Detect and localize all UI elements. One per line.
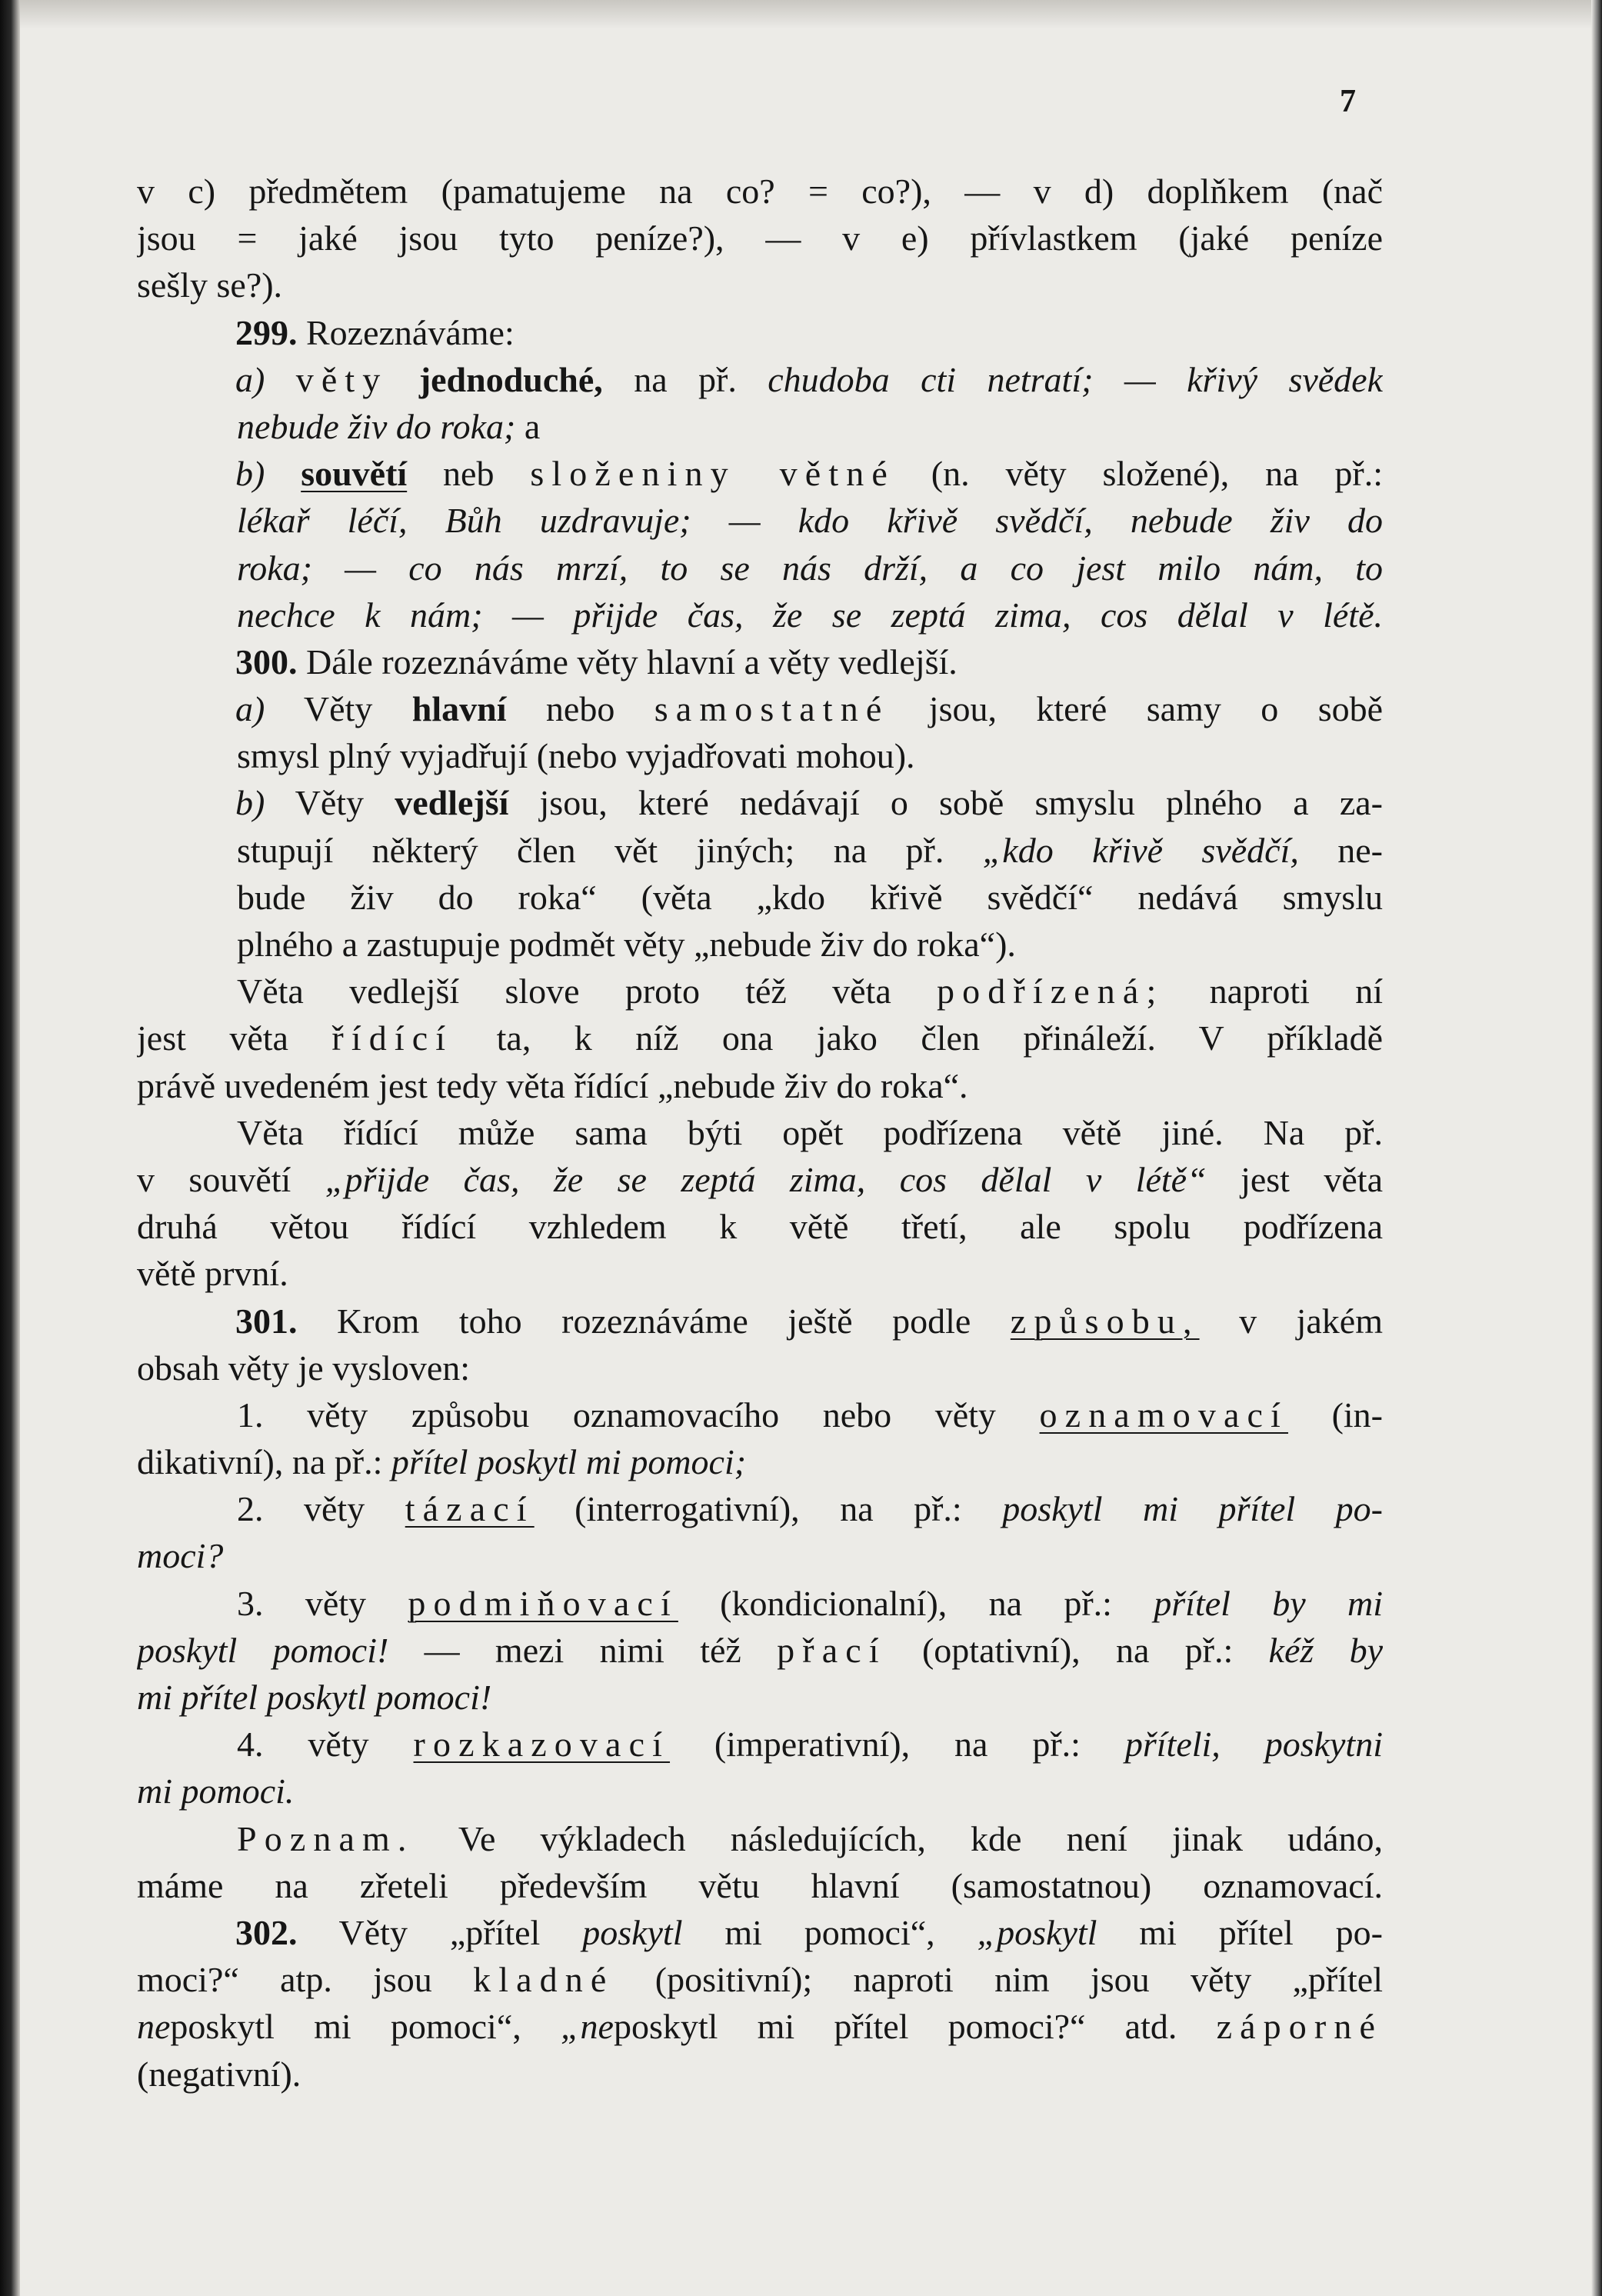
list-item-1: 1. věty způsobu oznamovacího nebo věty oznamovací (in-	[237, 1395, 1383, 1435]
text-line: roka; — co nás mrzí, to se nás drží, a co jest milo nám, to	[237, 548, 1383, 588]
text-line: smysl plný vyjadřují (nebo vyjadřovati mohou).	[237, 736, 915, 776]
list-item-a: a) Věty hlavní nebo samostatné jsou, které samy o sobě	[235, 689, 1383, 729]
text-line: moci?“ atp. jsou kladné (positivní); naproti nim jsou věty „přítel	[137, 1960, 1383, 2000]
list-item-4: 4. věty rozkazovací (imperativní), na př.: příteli, poskytni	[237, 1724, 1383, 1764]
book-spine-edge	[0, 0, 20, 2296]
list-label: b)	[235, 783, 265, 823]
list-item-b: b) souvětí neb složeniny větné (n. věty složené), na př.:	[235, 454, 1383, 494]
text-line: neposkytl mi pomoci“, „neposkytl mi přítel pomoci?“ atd. záporné	[137, 2007, 1383, 2047]
section-number: 301.	[235, 1301, 298, 1341]
list-label: a)	[235, 359, 265, 399]
section-heading-299: 299. Rozeznáváme:	[235, 312, 515, 352]
list-item-3: 3. věty podmiňovací (kondicionalní), na př.: přítel by mi	[237, 1583, 1383, 1623]
section-heading-302: 302. Věty „přítel poskytl mi pomoci“, „poskytl mi přítel po-	[235, 1912, 1383, 1952]
list-label: b)	[235, 454, 265, 494]
text-line: bude živ do roka“ (věta „kdo křivě svědčí“ nedává smyslu	[237, 877, 1383, 917]
section-heading-300: 300. Dále rozeznáváme věty hlavní a věty vedlejší.	[235, 641, 958, 681]
page-top-shadow	[20, 0, 1591, 29]
text-line: sešly se?).	[137, 265, 283, 305]
text-line: nebude živ do roka; a	[237, 406, 541, 446]
text-line: nechce k nám; — přijde čas, že se zeptá zima, cos dělal v létě.	[237, 595, 1383, 635]
text-line: právě uvedeném jest tedy věta řídící „nebude živ do roka“.	[137, 1065, 968, 1105]
text-line: plného a zastupuje podmět věty „nebude živ do roka“).	[237, 925, 1016, 964]
section-number: 300.	[235, 641, 298, 681]
list-label: a)	[235, 689, 265, 729]
text-line: Věta vedlejší slove proto též věta podřízená; naproti ní	[237, 971, 1383, 1011]
text-line: lékař léčí, Bůh uzdravuje; — kdo křivě svědčí, nebude živ do	[237, 501, 1383, 541]
text-line: druhá větou řídící vzhledem k větě třetí, ale spolu podřízena	[137, 1207, 1383, 1247]
text-line: obsah věty je vysloven:	[137, 1348, 471, 1388]
text-line: moci?	[137, 1536, 224, 1576]
section-heading-301: 301. Krom toho rozeznáváme ještě podle způsobu, v jakém	[235, 1301, 1383, 1341]
page-right-edge	[1591, 0, 1602, 2296]
text-line: Věta řídící může sama býti opět podřízena větě jiné. Na př.	[237, 1112, 1383, 1152]
text-line: stupují některý člen vět jiných; na př. „kdo křivě svědčí, ne-	[237, 830, 1383, 870]
section-number: 302.	[235, 1912, 298, 1952]
section-number: 299.	[235, 312, 298, 352]
list-item-2: 2. věty tázací (interrogativní), na př.: poskytl mi přítel po-	[237, 1489, 1383, 1529]
list-item-a: a) věty jednoduché, na př. chudoba cti netratí; — křivý svědek	[235, 359, 1383, 399]
text-line: v souvětí „přijde čas, že se zeptá zima, cos dělal v létě“ jest věta	[137, 1159, 1383, 1199]
page-body	[137, 168, 1383, 2098]
text-line: dikativní), na př.: přítel poskytl mi pomoci;	[137, 1442, 747, 1482]
note: Poznam. Ve výkladech následujících, kde není jinak udáno,	[237, 1818, 1383, 1858]
text-line: máme na zřeteli především větu hlavní (samostatnou) oznamovací.	[137, 1865, 1383, 1905]
text-line: mi přítel poskytl pomoci!	[137, 1678, 492, 1717]
text-line: poskytl pomoci! — mezi nimi též přací (optativní), na př.: kéž by	[137, 1630, 1383, 1670]
list-item-b: b) Věty vedlejší jsou, které nedávají o sobě smyslu plného a za-	[235, 783, 1383, 823]
text-line: větě první.	[137, 1254, 288, 1294]
text-line: v c) předmětem (pamatujeme na co? = co?), — v d) doplňkem (nač	[137, 172, 1383, 211]
text-line: (negativní).	[137, 2054, 301, 2094]
page-number: 7	[1340, 84, 1356, 119]
text-line: jest věta řídící ta, k níž ona jako člen přináleží. V příkladě	[137, 1018, 1383, 1058]
text-line: jsou = jaké jsou tyto peníze?), — v e) přívlastkem (jaké peníze	[137, 218, 1383, 258]
text-line: mi pomoci.	[137, 1771, 295, 1811]
